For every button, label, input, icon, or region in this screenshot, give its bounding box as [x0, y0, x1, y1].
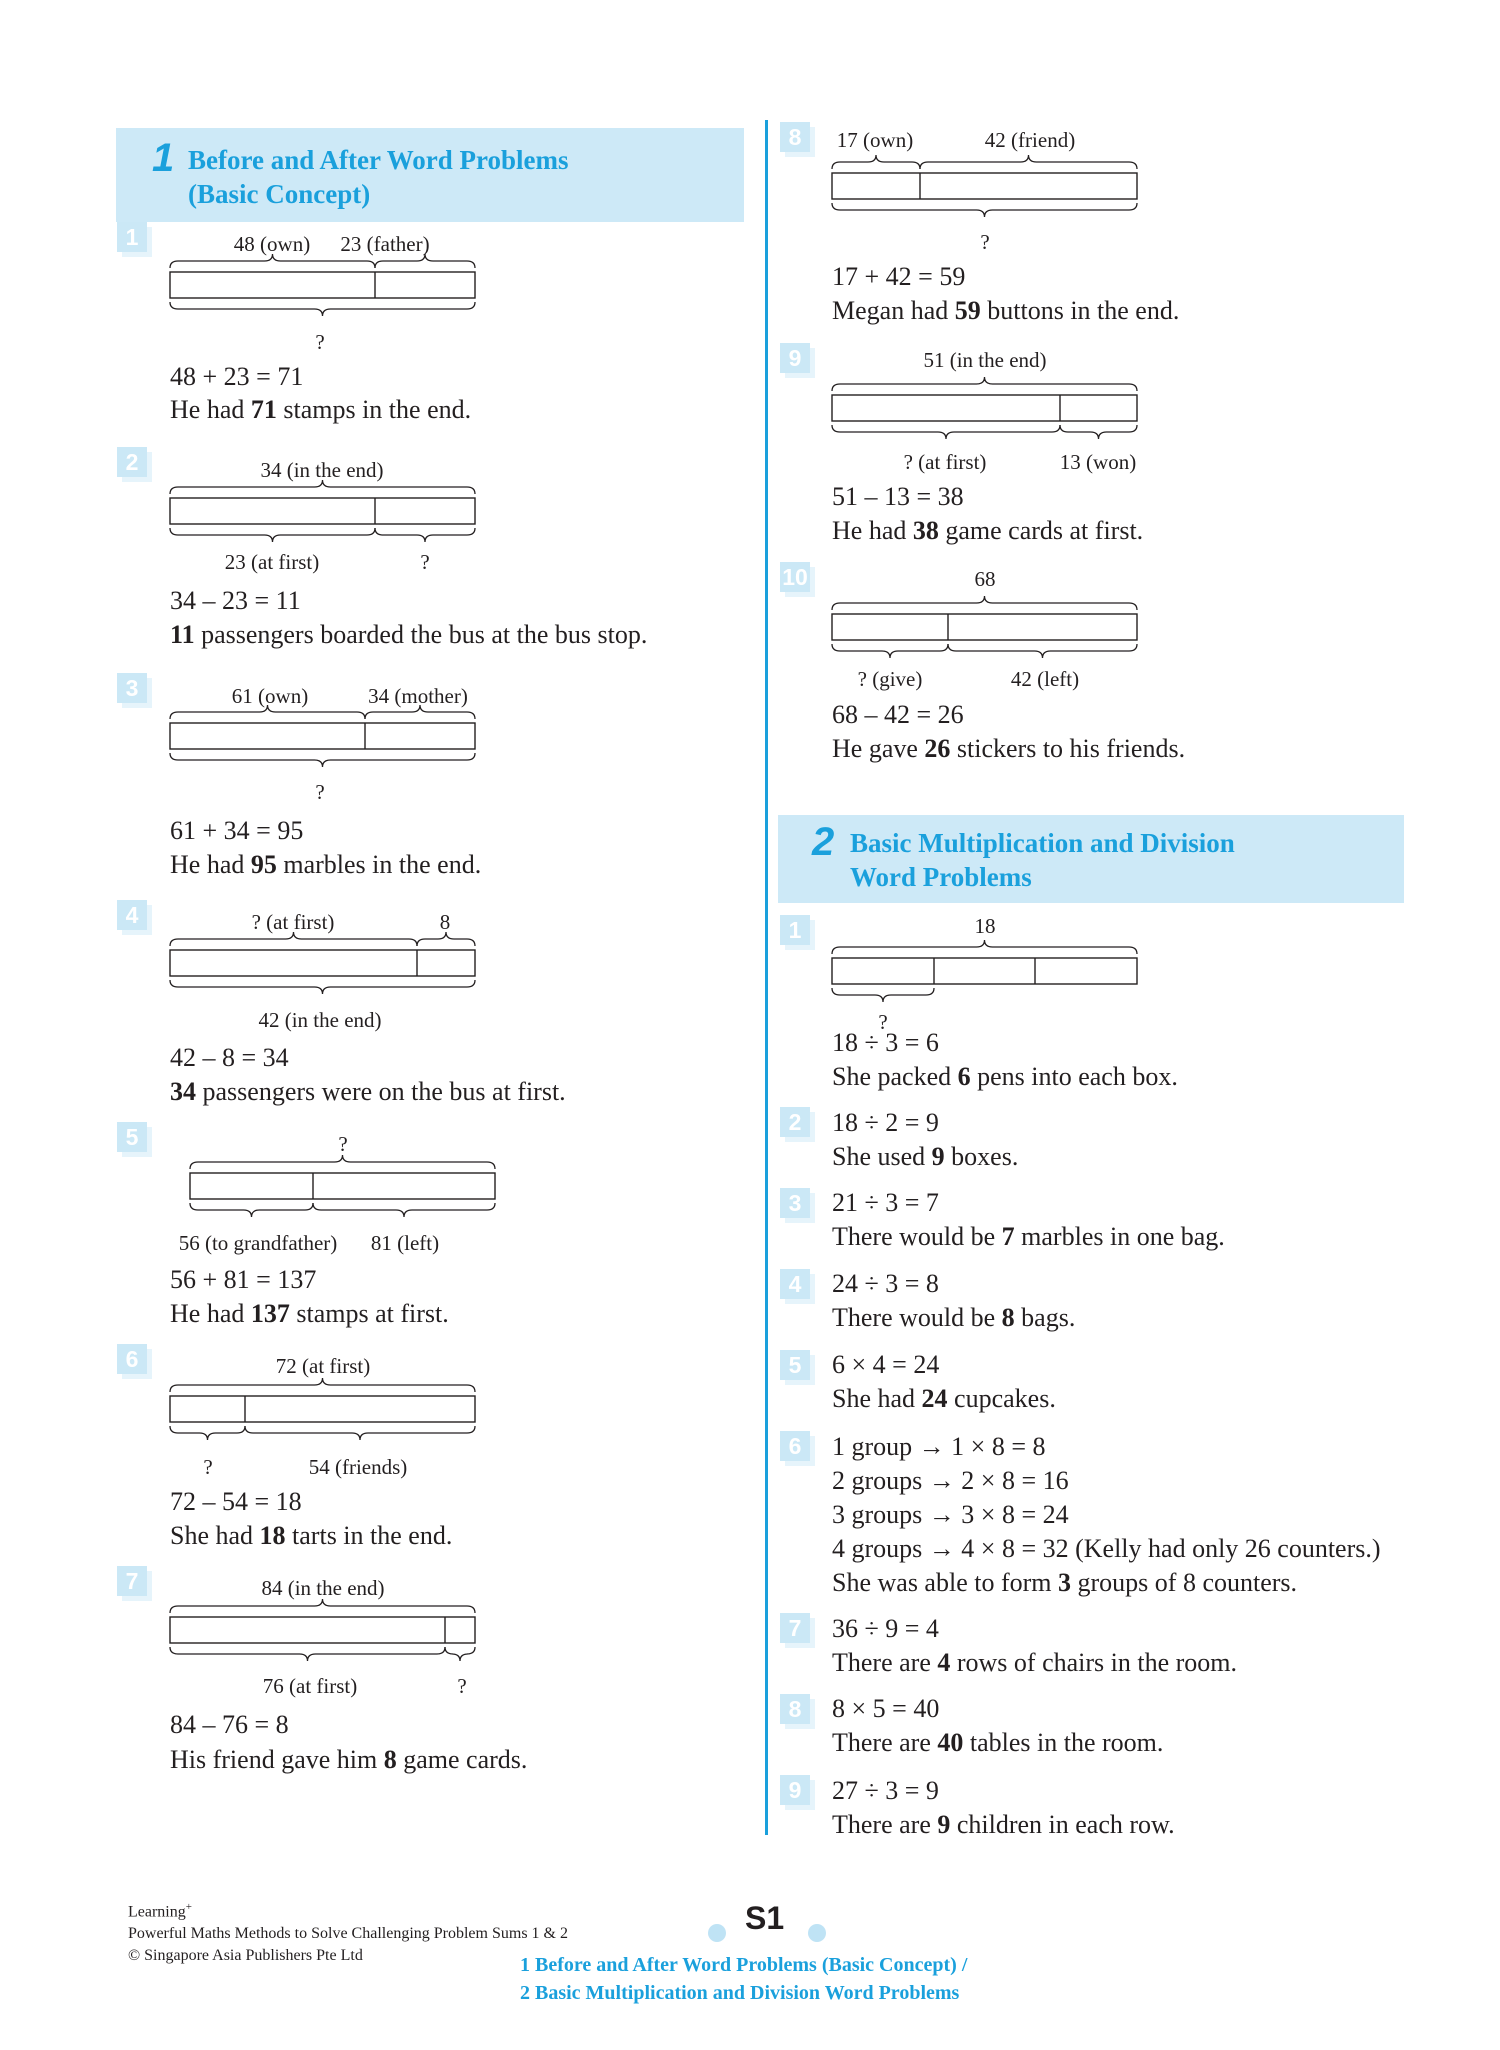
answer-text-post: bags. — [1014, 1303, 1076, 1332]
question-badge-s1-8: 8 — [780, 122, 810, 152]
solution-line-s2-6: 1 group → 1 × 8 = 8 — [832, 1432, 1046, 1461]
section-2-title-line2: Word Problems — [850, 862, 1032, 892]
answer-text-pre: He had — [170, 850, 251, 879]
section-1-title-line1: Before and After Word Problems — [188, 145, 569, 175]
equation-s1-1: 48 + 23 = 71 — [170, 362, 304, 391]
answer-text-post: tables in the room. — [963, 1728, 1164, 1757]
bar-label-bottom: 42 (in the end) — [258, 1008, 382, 1032]
bar-label-bottom: ? — [980, 230, 990, 254]
answer-text-pre: He had — [832, 516, 913, 545]
question-badge-s1-6: 6 — [117, 1344, 147, 1374]
bar-label-bottom: ? — [315, 780, 325, 804]
question-badge-s2-1: 1 — [780, 915, 810, 945]
answer-text-pre: There would be — [832, 1303, 1002, 1332]
solution-line-s2-9: 27 ÷ 3 = 9 — [832, 1776, 939, 1805]
solution-line-s2-2: 18 ÷ 2 = 9 — [832, 1108, 939, 1137]
answer-text-post: cupcakes. — [947, 1384, 1056, 1413]
equation-s1-2: 34 – 23 = 11 — [170, 586, 301, 615]
solution-line-s2-7 — [832, 1648, 1237, 1678]
bar-label-top: ? — [338, 1132, 348, 1156]
question-badge-s1-7: 7 — [117, 1566, 147, 1596]
question-badge-s1-9: 9 — [780, 343, 810, 373]
question-badge-s2-9: 9 — [780, 1775, 810, 1805]
bar-label-bottom: ? — [315, 330, 325, 354]
question-badge-s2-7: 7 — [780, 1613, 810, 1643]
answer-value: 40 — [937, 1728, 964, 1757]
bar-label-bottom: 76 (at first) — [262, 1674, 358, 1698]
bar-label-bottom: ? — [203, 1455, 213, 1479]
answer-value: 26 — [924, 734, 951, 763]
bar-label-top: 72 (at first) — [275, 1354, 371, 1378]
question-badge-s2-4: 4 — [780, 1269, 810, 1299]
answer-text-pre: His friend gave him — [170, 1745, 384, 1774]
solution-line-s2-8 — [832, 1728, 1163, 1758]
question-badge-s2-5: 5 — [780, 1350, 810, 1380]
answer-value: 71 — [250, 395, 277, 424]
answer-text-pre: He gave — [832, 734, 925, 763]
solution-line-s2-4: 24 ÷ 3 = 8 — [832, 1269, 939, 1298]
answer-text-post: marbles in one bag. — [1014, 1222, 1225, 1251]
bar-label-top: 42 (friend) — [984, 128, 1076, 152]
answer-text-post: groups of 8 counters. — [1071, 1568, 1298, 1597]
answer-value: 95 — [250, 850, 277, 879]
bar-label-bottom: 42 (left) — [1010, 667, 1080, 691]
solution-line-s2-1: 18 ÷ 3 = 6 — [832, 1028, 939, 1057]
answer-text-post: passengers were on the bus at first. — [196, 1077, 566, 1106]
answer-text-pre: There are — [832, 1728, 938, 1757]
solution-line-s2-9 — [832, 1810, 1175, 1840]
footer-book-title: Powerful Maths Methods to Solve Challenging Problem Sums 1 & 2 — [128, 1925, 568, 1942]
answer-value: 137 — [250, 1299, 290, 1328]
footer-chapter-link-1[interactable]: 1 Before and After Word Problems (Basic Concept) / — [520, 1954, 968, 1976]
bar-model-s2-1-shapes — [832, 940, 1137, 1002]
solution-line-s2-5 — [832, 1384, 1056, 1414]
answer-text-pre: There are — [832, 1810, 938, 1839]
bar-label-top: 68 — [974, 567, 996, 591]
bar-label-top: ? (at first) — [251, 910, 335, 934]
solution-line-s2-1 — [832, 1062, 1178, 1092]
page-number: S1 — [745, 1900, 785, 1936]
answer-text-pre: There are — [832, 1648, 938, 1677]
equation-s1-3: 61 + 34 = 95 — [170, 816, 304, 845]
question-badge-s1-5: 5 — [117, 1122, 147, 1152]
solution-line-s2-6: 4 groups → 4 × 8 = 32 (Kelly had only 26 counters.) — [832, 1534, 1381, 1563]
answer-value: 8 — [1001, 1303, 1015, 1332]
question-badge-s2-2: 2 — [780, 1107, 810, 1137]
answer-text-post: passengers boarded the bus at the bus stop. — [194, 620, 648, 649]
question-badge-s1-3: 3 — [117, 673, 147, 703]
solution-line-s2-5: 6 × 4 = 24 — [832, 1350, 940, 1379]
footer-brand — [128, 1897, 192, 1922]
answer-text-post: game cards at first. — [938, 516, 1144, 545]
answer-text-post: stamps at first. — [289, 1299, 449, 1328]
bar-label-top: 48 (own) — [233, 232, 311, 256]
bar-label-bottom: 13 (won) — [1059, 450, 1137, 474]
solution-line-s2-2 — [832, 1142, 1018, 1172]
equation-s1-10: 68 – 42 = 26 — [832, 700, 964, 729]
answer-value: 24 — [921, 1384, 948, 1413]
equation-s1-8: 17 + 42 = 59 — [832, 262, 966, 291]
answer-text-pre: She packed — [832, 1062, 958, 1091]
bar-label-top: 18 — [974, 914, 996, 938]
answer-value: 11 — [170, 620, 195, 649]
bar-label-bottom: ? — [878, 1010, 888, 1034]
footer-copyright: © Singapore Asia Publishers Pte Ltd — [128, 1947, 363, 1964]
answer-value: 18 — [259, 1521, 286, 1550]
answer-value: 9 — [937, 1810, 951, 1839]
answer-text-post: rows of chairs in the room. — [950, 1648, 1238, 1677]
equation-s1-4: 42 – 8 = 34 — [170, 1043, 289, 1072]
question-badge-s2-8: 8 — [780, 1694, 810, 1724]
question-badge-s1-10: 10 — [780, 562, 810, 592]
bar-label-bottom: ? (give) — [857, 667, 923, 691]
bar-label-bottom: 23 (at first) — [224, 550, 320, 574]
answer-text-post: stamps in the end. — [276, 395, 472, 424]
solution-line-s2-4 — [832, 1303, 1075, 1333]
answer-text-post: pens into each box. — [970, 1062, 1178, 1091]
bar-label-top: 34 (in the end) — [260, 458, 384, 482]
bar-label-top: 17 (own) — [836, 128, 914, 152]
page-dot-right — [808, 1924, 826, 1942]
answer-text-pre: She was able to form — [832, 1568, 1059, 1597]
bar-label-top: 61 (own) — [231, 684, 309, 708]
question-badge-s1-2: 2 — [117, 447, 147, 477]
answer-text-post: marbles in the end. — [276, 850, 482, 879]
solution-line-s2-3: 21 ÷ 3 = 7 — [832, 1188, 939, 1217]
equation-s1-9: 51 – 13 = 38 — [832, 482, 964, 511]
bar-label-bottom: ? — [457, 1674, 467, 1698]
answer-value: 7 — [1001, 1222, 1015, 1251]
question-badge-s2-3: 3 — [780, 1188, 810, 1218]
answer-text-post: buttons in the end. — [980, 296, 1180, 325]
answer-text-post: stickers to his friends. — [950, 734, 1186, 763]
footer-brand-text: Learning — [128, 1903, 186, 1921]
solution-line-s2-8: 8 × 5 = 40 — [832, 1694, 940, 1723]
answer-value: 8 — [383, 1745, 397, 1774]
question-badge-s2-6: 6 — [780, 1431, 810, 1461]
bar-label-top: 51 (in the end) — [923, 348, 1047, 372]
answer-value: 9 — [931, 1142, 945, 1171]
answer-text-pre: He had — [170, 395, 251, 424]
answer-text-pre: She had — [170, 1521, 260, 1550]
solution-line-s2-3 — [832, 1222, 1225, 1252]
solution-line-s2-6: 2 groups → 2 × 8 = 16 — [832, 1466, 1069, 1495]
equation-s1-5: 56 + 81 = 137 — [170, 1265, 317, 1294]
answer-value: 38 — [912, 516, 939, 545]
equation-s1-6: 72 – 54 = 18 — [170, 1487, 302, 1516]
bar-label-top: 8 — [439, 910, 451, 934]
solution-line-s2-6 — [832, 1568, 1297, 1598]
section-2-title-line1: Basic Multiplication and Division — [850, 828, 1235, 858]
equation-s1-7: 84 – 76 = 8 — [170, 1710, 289, 1739]
answer-value: 34 — [170, 1077, 196, 1106]
answer-value: 3 — [1058, 1568, 1072, 1597]
bar-label-top: 34 (mother) — [368, 684, 468, 708]
answer-text-post: game cards. — [396, 1745, 528, 1774]
answer-text-pre: There would be — [832, 1222, 1002, 1251]
answer-text-post: children in each row. — [950, 1810, 1175, 1839]
brace — [832, 940, 1137, 954]
answer-text-pre: Megan had — [832, 296, 955, 325]
answer-text-pre: She used — [832, 1142, 932, 1171]
footer-chapter-link-2[interactable]: 2 Basic Multiplication and Division Word Problems — [520, 1982, 960, 2004]
section-2-number: 2 — [812, 820, 835, 864]
solution-line-s2-6: 3 groups → 3 × 8 = 24 — [832, 1500, 1069, 1529]
bar-outline — [832, 958, 1137, 984]
answer-value: 4 — [937, 1648, 951, 1677]
brace — [832, 988, 934, 1002]
bar-label-bottom: ? (at first) — [903, 450, 987, 474]
answer-text-pre: She had — [832, 1384, 922, 1413]
bar-label-bottom: 54 (friends) — [308, 1455, 408, 1479]
footer-brand-sup: + — [185, 1901, 192, 1913]
solution-line-s2-7: 36 ÷ 9 = 4 — [832, 1614, 939, 1643]
section-1-title-line2: (Basic Concept) — [188, 179, 371, 209]
answer-text-pre: He had — [170, 1299, 251, 1328]
answer-text-post: boxes. — [944, 1142, 1019, 1171]
bar-label-bottom: 56 (to grandfather) — [178, 1231, 338, 1255]
page-dot-left — [708, 1924, 726, 1942]
answer-value: 59 — [954, 296, 981, 325]
bar-label-bottom: ? — [420, 550, 430, 574]
answer-value: 6 — [957, 1062, 971, 1091]
question-badge-s1-1: 1 — [117, 222, 147, 252]
answer-text-post: tarts in the end. — [285, 1521, 453, 1550]
section-1-number: 1 — [152, 136, 175, 180]
bar-label-top: 84 (in the end) — [261, 1576, 385, 1600]
bar-label-top: 23 (father) — [340, 232, 430, 256]
bar-label-bottom: 81 (left) — [370, 1231, 440, 1255]
question-badge-s1-4: 4 — [117, 900, 147, 930]
